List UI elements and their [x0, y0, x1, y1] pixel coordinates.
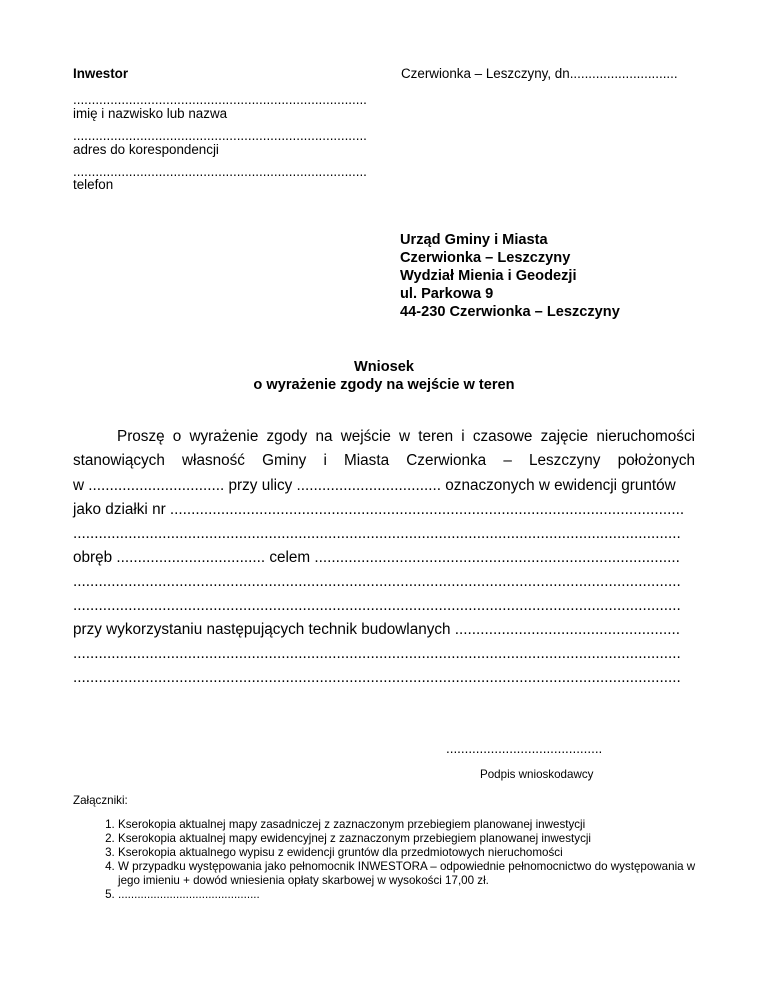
body-line-1: Proszę o wyrażenie zgody na wejście w teren i czasowe zajęcie nieruchomości: [117, 428, 695, 445]
attachment-item: 1. Kserokopia aktualnej mapy zasadniczej z zaznaczonym przebiegiem planowanej inwestycji: [118, 818, 718, 832]
recipient-line-2: Czerwionka – Leszczyny: [400, 250, 571, 266]
attachments-heading: Załączniki:: [73, 794, 128, 807]
body-line-6: obręb ................................... celem ......................................................................................: [73, 549, 680, 566]
investor-address-dots: ...............................................................................: [73, 128, 367, 143]
attachment-item: 5. ............................................: [118, 888, 718, 902]
recipient-address: [400, 231, 620, 321]
recipient-line-5: 44-230 Czerwionka – Leszczyny: [400, 304, 620, 320]
place-date-line: Czerwionka – Leszczyny, dn.............................: [401, 66, 678, 81]
body-line-9: przy wykorzystaniu następujących technik budowlanych .....................................................: [73, 621, 681, 638]
body-line-10: ...............................................................................................................................................: [73, 645, 681, 662]
body-line-3: w ................................ przy ulicy .................................. oznaczonych w ewidencji gruntów: [73, 477, 676, 494]
document-subtitle: o wyrażenie zgody na wejście w teren: [253, 377, 515, 393]
recipient-line-3: Wydział Mienia i Geodezji: [400, 268, 577, 284]
body-line-2: stanowiących własność Gminy i Miasta Czerwionka – Leszczyny położonych: [73, 452, 695, 469]
document-title: Wniosek: [353, 359, 414, 375]
attachment-item: 4. W przypadku występowania jako pełnomocnik INWESTORA – odpowiednie pełnomocnictwo do występowania w jego imieniu + dowód wniesienia opłaty skarbowej w wysokości 17,00 zł.: [118, 860, 718, 888]
attachment-item: 3. Kserokopia aktualnego wypisu z ewidencji gruntów dla przedmiotowych nieruchomości: [118, 846, 718, 860]
investor-address-label: adres do korespondencji: [73, 142, 219, 157]
signature-label: Podpis wnioskodawcy: [480, 768, 594, 781]
investor-phone-dots: ...............................................................................: [73, 164, 367, 179]
attachments-list: [86, 818, 718, 903]
investor-phone-label: telefon: [73, 177, 114, 192]
body-line-5: ...............................................................................................................................................: [73, 525, 681, 542]
signature-dots: ..........................................: [446, 741, 603, 756]
attachment-item: 2. Kserokopia aktualnej mapy ewidencyjnej z zaznaczonym przebiegiem planowanej inwestycji: [118, 832, 718, 846]
body-line-4: jako działki nr .........................................................................................................................: [73, 501, 685, 518]
body-line-11: ...............................................................................................................................................: [73, 669, 681, 686]
recipient-line-1: Urząd Gminy i Miasta: [400, 232, 548, 248]
body-line-7: ...............................................................................................................................................: [73, 573, 681, 590]
body-line-8: ...............................................................................................................................................: [73, 597, 681, 614]
recipient-line-4: ul. Parkowa 9: [400, 286, 494, 302]
investor-name-dots: ...............................................................................: [73, 92, 367, 107]
investor-label: Inwestor: [73, 66, 129, 81]
investor-name-label: imię i nazwisko lub nazwa: [73, 106, 228, 121]
